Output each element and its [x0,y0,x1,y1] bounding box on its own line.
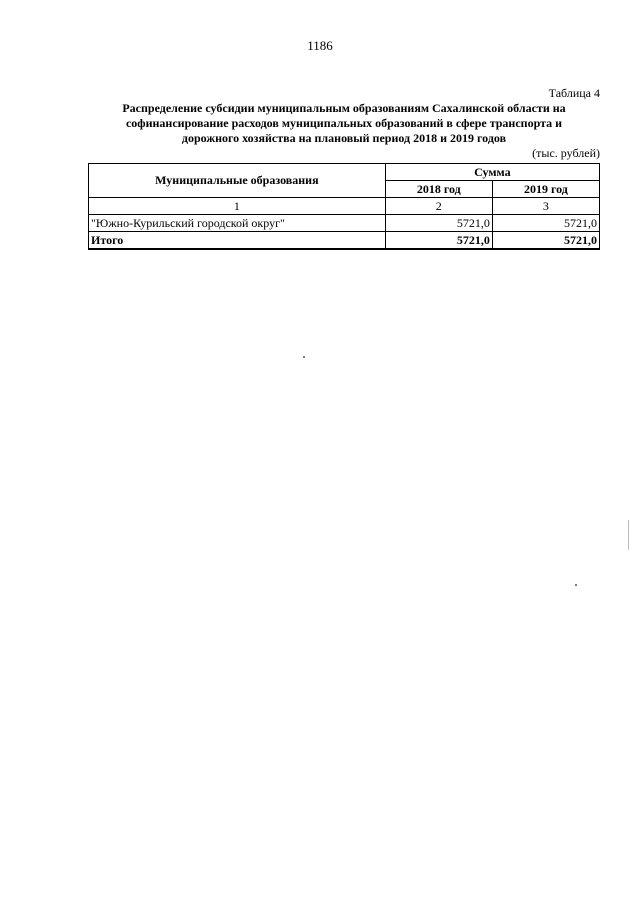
total-row [89,232,600,250]
scan-speck [628,520,629,550]
header-year-2019: 2019 год [492,181,599,198]
page-number: 1186 [307,38,333,53]
header-row [89,164,600,181]
header-year-2018: 2018 год [385,181,492,198]
total-2019: 5721,0 [492,232,599,250]
units-label: (тыс. рублей) [532,146,600,160]
value-2019: 5721,0 [492,215,599,232]
title-line-3: дорожного хозяйства на плановый период 2018 и 2019 годов [181,131,507,145]
column-number-3: 3 [492,198,599,215]
scan-speck [575,584,577,586]
column-number-1: 1 [89,198,386,215]
title-line-2: софинансирование расходов муниципальных образований в сфере транспорта и [125,116,563,130]
table-caption: Таблица 4 [548,86,600,100]
subsidy-table [88,163,600,250]
value-2018: 5721,0 [385,215,492,232]
column-numbers-row [89,198,600,215]
header-municipality: Муниципальные образования [89,164,386,198]
total-2018: 5721,0 [385,232,492,250]
document-title [88,101,600,146]
header-sum: Сумма [385,164,599,181]
title-line-1: Распределение субсидии муниципальным образованиям Сахалинской области на [122,101,566,115]
column-number-2: 2 [385,198,492,215]
scan-speck [303,356,305,358]
municipality-name: "Южно-Курильский городской округ" [89,215,386,232]
total-label: Итого [89,232,386,250]
table-row [89,215,600,232]
